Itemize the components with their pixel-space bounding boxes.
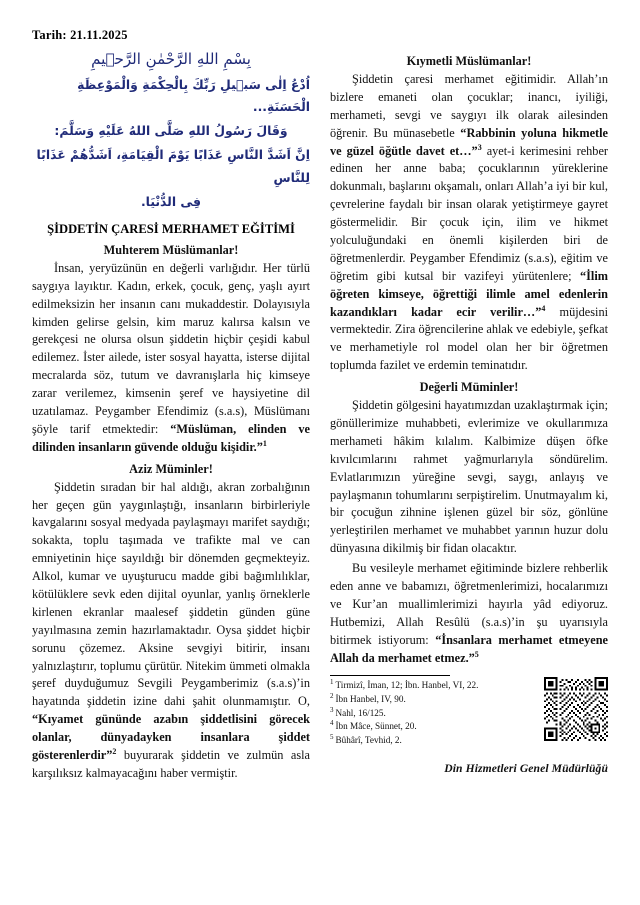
left-quote-1: “Müslüman, elinden ve dilinden insanların güvende olduğu kişidir.” <box>32 421 310 454</box>
footnote-number: 1 <box>330 678 334 687</box>
footnote-number: 4 <box>330 719 334 728</box>
left-column <box>32 49 310 785</box>
left-para-2-tail: buyurarak şiddetin ve zulmün asla karşılıksız kalmayacağını haber vermiştir. <box>32 747 310 780</box>
footnote-text: İbn Hanbel, IV, 90. <box>335 694 406 705</box>
left-paragraph-1 <box>32 260 310 457</box>
right-quote-2: “İlim öğreten kimseye, öğrettiği ilimle amel edenlerin kazandıkları kadar ecir verilir…” <box>330 268 608 319</box>
two-column-layout <box>32 49 608 785</box>
footnote-number: 3 <box>330 705 334 714</box>
footnote-number: 5 <box>330 732 334 741</box>
right-quote-3-footnote-ref: 5 <box>474 649 479 659</box>
arabic-hadith-line-2: فِى الدُّنْيَا. <box>140 194 202 210</box>
left-heading-muhterem: Muhterem Müslümanlar! <box>103 242 239 257</box>
arabic-ayah-line-1: اُدْعُ اِلٰى سَبٖيلِ رَبِّكَ بِالْحِكْمَةِ وَالْمَوْعِظَةِ الْحَسَنَةِ... <box>77 76 310 115</box>
arabic-hadith-line-1: اِنَّ اَشَدَّ النَّاسِ عَذَابًا يَوْمَ الْقِيَامَةِ، اَشَدُّهُمْ عَذَابًا لِلنَّاسِ <box>36 147 310 186</box>
right-para-1-text: Şiddetin çaresi merhamet eğitimidir. Allah’ın bizlere emaneti olan çocuklar; inancı, iyiliği, merhameti, sevgi ve saygıyı ilk olarak ailesinden öğrenir. Bu münasebetle <box>330 71 608 140</box>
left-quote-1-footnote-ref: 1 <box>262 438 267 448</box>
right-paragraph-3 <box>330 560 608 667</box>
right-quote-1: “Rabbinin yoluna hikmetle ve güzel öğütle davet et…” <box>330 125 609 158</box>
right-para-1-tail: ayet-i kerimesini rehber edinen her anne baba; çocuklarının yüreklerine dokunmalı, başlarını okşamalı, onları Allah’a iyi bir kul, çevrelerine faydalı bir insan olarak yetiştirmeye gayret göstermelidir. Bir çocuk için, ilim ve hikmet yolculuğundaki en önemli kişilerden biri de öğretmenlerdir. Peygamber Efendimiz (s.a.s), eğitim ve öğretim gibi kutsal bir vazifeyi yürütenlere; <box>330 143 608 283</box>
right-heading-kiymetli: Kıymetli Müslümanlar! <box>406 54 532 68</box>
footnote-text: İbn Mâce, Sünnet, 20. <box>335 721 417 732</box>
footnote-text: Nahl, 16/125. <box>335 707 386 718</box>
left-heading-aziz: Aziz Müminler! <box>129 461 213 476</box>
right-paragraph-2: Şiddetin gölgesini hayatımızdan uzaklaştırmak için; gönüllerimize muhabbeti, evlerimize ve okullarımıza merhameti hâkim kılalım. Kalbimize düşen öfke kıvılcımlarını rahmet yağmurlarıyla söndürelim. Evlatlarımızın yüreğine sevgi, saygı, anlayış ve paylaşmanın tohumlarını serpiştirelim. Unutmayalım ki, bir çocuğun zihnine işlenen güzel bir söz, gönlüne yerleştirilen merhamet ve muhabbet yarının huzur dolu dünyasına dikilmiş bir fidan olacaktır. <box>330 398 608 556</box>
right-column <box>330 49 608 775</box>
right-para-3-text: Bu vesileyle merhamet eğitiminde bizlere rehberlik eden anne ve babamızı, öğretmenlerimizi, hocalarımızı ve Kur’an muallimlerimizi hayırla yâd ediyoruz. Hutbemizi, Allah Resûlü (s.a.s)’in şu uyarısıyla bitirmek istiyorum: <box>330 561 608 647</box>
footnotes-section <box>330 675 608 747</box>
right-paragraph-1 <box>330 71 608 375</box>
qr-code-icon[interactable] <box>544 677 608 741</box>
arabic-ayah-line-2: وَقَالَ رَسُولُ اللهِ صَلَّى اللهُ عَلَيْهِ وَسَلَّمَ: <box>54 123 288 139</box>
issuing-authority-signature: Din Hizmetleri Genel Müdürlüğü <box>444 761 608 775</box>
footnote-text: Tirmizî, İman, 12; İbn. Hanbel, VI, 22. <box>335 680 479 691</box>
right-quote-2-footnote-ref: 4 <box>541 303 546 313</box>
basmala-calligraphy: بِسْمِ اللهِ الرَّحْمٰنِ الرَّحٖيمِ <box>91 50 251 68</box>
left-paragraph-2 <box>32 479 310 783</box>
right-quote-1-footnote-ref: 3 <box>477 142 482 152</box>
left-quote-2-footnote-ref: 2 <box>112 746 117 756</box>
sermon-title: ŞİDDETİN ÇARESİ MERHAMET EĞİTİMİ <box>47 222 295 237</box>
right-quote-3: “İnsanlara merhamet etmeyene Allah da merhamet etmez.” <box>330 632 609 665</box>
right-para-1-tail-2: müjdesini vermektedir. Zira öğrencilerine ahlak ve edebiyle, şefkat ve merhametiyle rol model olan her bir öğretmen toplumda fazilet ve erdemin teminatıdır. <box>330 304 609 373</box>
footnote-text: Bûhârî, Tevhid, 2. <box>335 734 402 745</box>
footnote-separator-rule <box>330 675 450 676</box>
right-heading-degerli: Değerli Müminler! <box>419 380 519 395</box>
footnote-number: 2 <box>330 692 334 701</box>
date-label: Tarih: 21.11.2025 <box>32 28 128 42</box>
left-para-2-text: Şiddetin sıradan bir hal aldığı, akran zorbalığının her geçen gün yaygınlaştığı, insanların birbirleriyle kavgalarını sosyal medyada paylaşmayı marifet saydığı; sokakta, toplu taşımada ve trafikte mal ve can emniyetinin hiçe sayıldığı bir dönemden geçmekteyiz. Alkol, kumar ve uyuşturucu madde gibi bağımlılıklar, kötülüklere sevk eden dijital oyunlar, yanlış örneklerle kirlenen ekranlar maalesef şiddetin günden güne yayılmasına zemin hazırlamaktadır. Oysa şiddet hiçbir sorunu çözemez. Aksine sevgiyi bitirir, insanı yalnızlaştırır, toplumu çürütür. Nitekim ümmeti olmakla şeref duyduğumuz Sevgili Peygamberimiz (s.a.s)’in hayatında şiddetin izine dahi şahit olunmamıştır. O, <box>32 479 310 709</box>
left-quote-2: “Kıyamet gününde azabın şiddetlisini görecek olanlar, dünyadayken insanlara şiddet gösterenlerdir” <box>32 712 310 762</box>
left-para-1-text: İnsan, yeryüzünün en değerli varlığıdır. Her türlü saygıya layıktır. Kadın, erkek, çocuk, genç, yaşlı ayırt edilmeksizin her insanın canı mukaddestir. Dolayısıyla kimden gelirse gelsin, kim maruz kalırsa kalsın ve gerekçesi ne olursa olsun şiddetin hiçbir çeşidi kabul edilemez. İster ailede, ister sosyal hayatta, isterse dijital mecralarda söz, tutum ve davranışlarla hiç kimseye zarar verilemez, kimsenin şeref ve haysiyetine dil uzatılamaz. Peygamber Efendimiz (s.a.s), Müslümanı şöyle tarif etmektedir: <box>32 260 310 436</box>
